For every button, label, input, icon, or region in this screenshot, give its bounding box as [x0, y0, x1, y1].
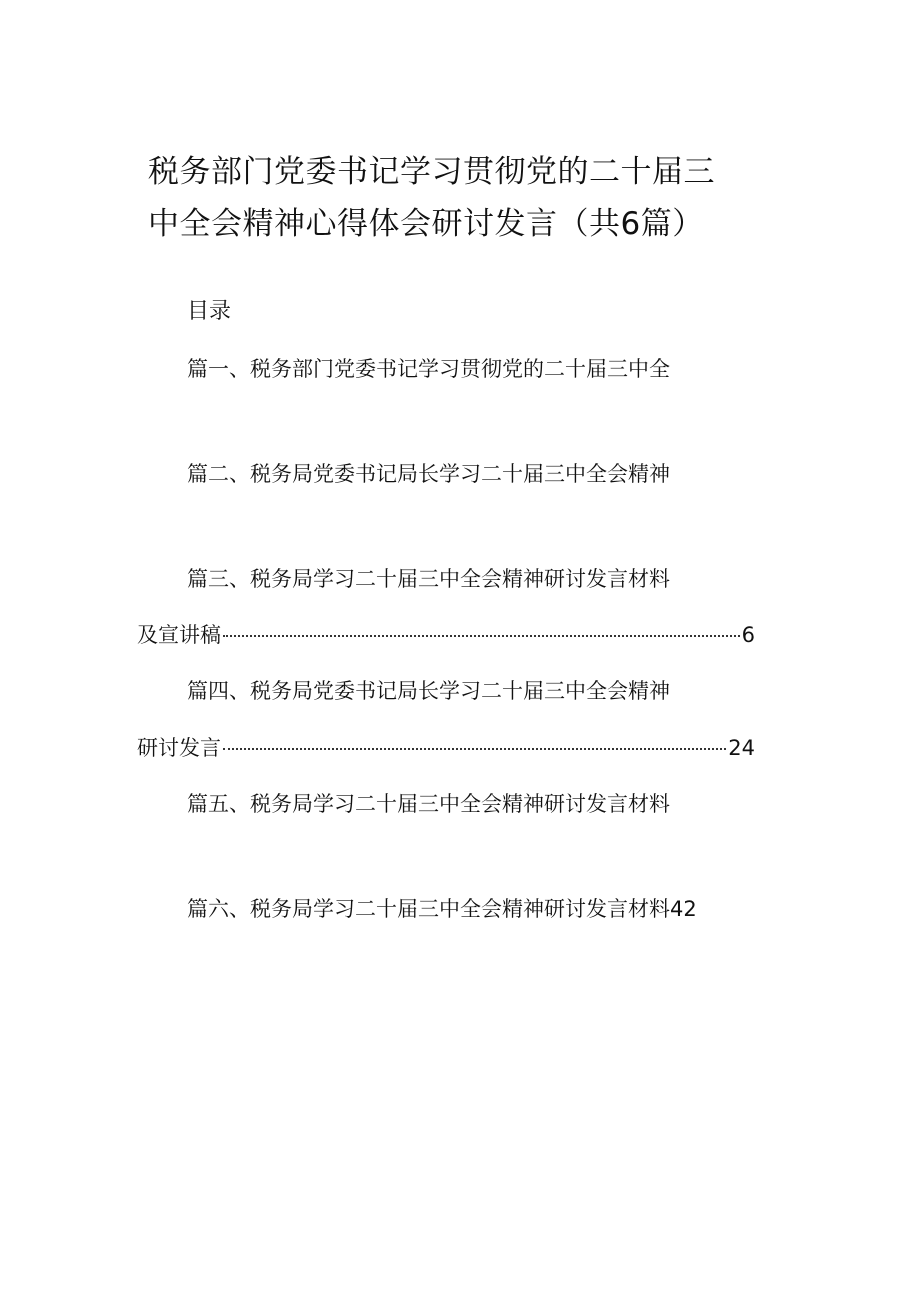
- title-line-1: 税务部门党委书记学习贯彻党的二十届三: [148, 154, 715, 190]
- toc-heading: 目录: [187, 299, 232, 324]
- dot-leader: [223, 748, 726, 750]
- toc-entry-4-continuation[interactable]: [137, 732, 755, 764]
- dot-leader: [223, 635, 740, 637]
- document-title: [148, 146, 768, 250]
- toc-entry-5[interactable]: 篇五、税务局学习二十届三中全会精神研讨发言材料: [187, 792, 670, 816]
- toc-entry-4[interactable]: 篇四、税务局党委书记局长学习二十届三中全会精神: [187, 679, 670, 703]
- title-line-2: 中全会精神心得体会研讨发言（共6篇）: [148, 206, 704, 242]
- toc-entry-2[interactable]: 篇二、税务局党委书记局长学习二十届三中全会精神: [187, 462, 670, 486]
- toc-entry-3-continuation-text: 及宣讲稿: [137, 623, 221, 647]
- toc-entry-4-continuation-text: 研讨发言: [137, 736, 221, 760]
- toc-entry-4-page: 24: [728, 736, 755, 760]
- toc-entry-3[interactable]: 篇三、税务局学习二十届三中全会精神研讨发言材料: [187, 567, 670, 591]
- toc-entry-3-continuation[interactable]: [137, 619, 755, 651]
- toc-entry-6[interactable]: 篇六、税务局学习二十届三中全会精神研讨发言材料42: [187, 897, 697, 921]
- toc-entry-3-page: 6: [741, 623, 755, 647]
- toc-entry-1[interactable]: 篇一、税务部门党委书记学习贯彻党的二十届三中全: [187, 357, 670, 381]
